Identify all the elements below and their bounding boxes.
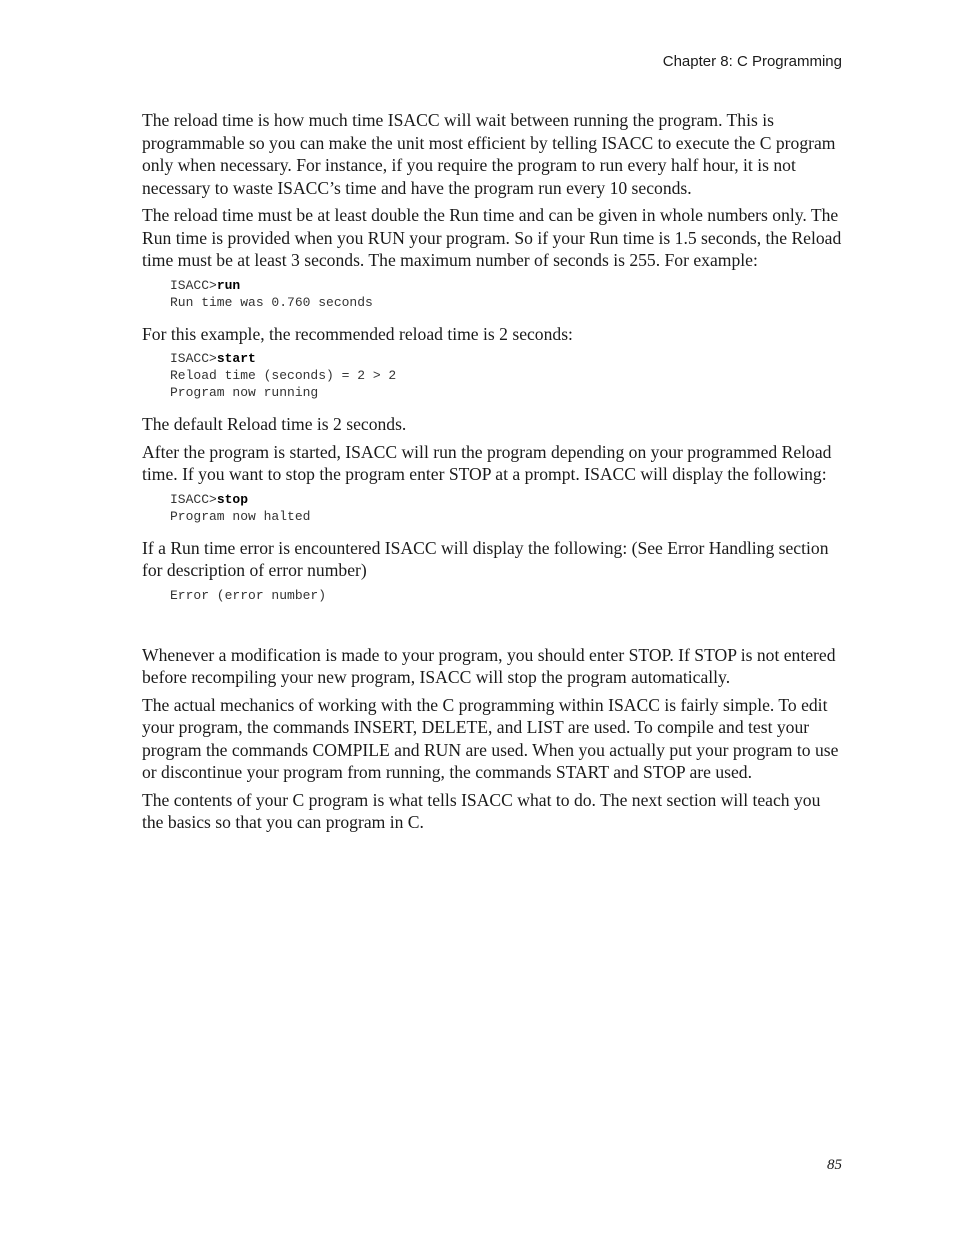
paragraph-default-reload: The default Reload time is 2 seconds. bbox=[142, 414, 407, 434]
page-body bbox=[142, 109, 844, 839]
code-prompt: ISACC> bbox=[170, 277, 217, 293]
spacer bbox=[142, 616, 844, 644]
code-output: Program now running bbox=[170, 385, 319, 400]
code-command: run bbox=[216, 277, 241, 293]
code-output: Run time was 0.760 seconds bbox=[170, 294, 373, 310]
code-block-run bbox=[170, 277, 844, 311]
paragraph-contents: The contents of your C program is what tells ISACC what to do. The next section will teach you the basics so that you can program in C. bbox=[142, 789, 821, 832]
paragraph-stop-program: After the program is started, ISACC will run the program depending on your programmed Reload time. If you want to stop the program enter STOP at a prompt. ISACC will display the following: bbox=[142, 441, 832, 484]
running-header: Chapter 8: C Programming bbox=[662, 53, 842, 70]
code-prompt: ISACC> bbox=[170, 491, 217, 507]
paragraph-modification: Whenever a modification is made to your program, you should enter STOP. If STOP is not entered before recompiling your new program, ISACC will stop the program automatically. bbox=[142, 644, 836, 687]
paragraph-example: For this example, the recommended reload time is 2 seconds: bbox=[142, 323, 573, 344]
code-line bbox=[170, 277, 844, 294]
paragraph-reload-rules: The reload time must be at least double the Run time and can be given in whole numbers only. The Run time is provided when you RUN your program. So if your Run time is 1.5 seconds, the Reload time must be at least 3 seconds. The maximum number of seconds is 255. For example: bbox=[142, 205, 842, 270]
code-line bbox=[170, 491, 844, 508]
code-block-start bbox=[170, 350, 844, 401]
code-command: start bbox=[216, 351, 256, 366]
paragraph-mechanics: The actual mechanics of working with the C programming within ISACC is fairly simple. To edit your program, the commands INSERT, DELETE, and LIST are used. To compile and test your program the commands COMPILE and RUN are used. When you actually put your program to use or discontinue your program from running, the commands START and STOP are used. bbox=[142, 694, 839, 782]
paragraph-run-time-error: If a Run time error is encountered ISACC will display the following: (See Error Handling section for description of error number) bbox=[142, 537, 829, 580]
code-block-stop bbox=[170, 491, 844, 525]
code-prompt: ISACC> bbox=[170, 351, 217, 366]
paragraph-reload-intro: The reload time is how much time ISACC will wait between running the program. This is programmable so you can make the unit most efficient by telling ISACC to execute the C program only when necessary. For instance, if you require the program to run every half hour, it is not necessary to waste ISACC’s time and have the program run every 10 seconds. bbox=[142, 110, 836, 198]
code-block-error bbox=[170, 587, 844, 604]
page-number: 85 bbox=[827, 1157, 842, 1173]
code-output: Program now halted bbox=[170, 508, 311, 524]
code-output: Reload time (seconds) = 2 > 2 bbox=[170, 368, 397, 383]
code-output: Error (error number) bbox=[170, 587, 327, 603]
code-line bbox=[170, 350, 844, 367]
code-command: stop bbox=[216, 491, 249, 507]
